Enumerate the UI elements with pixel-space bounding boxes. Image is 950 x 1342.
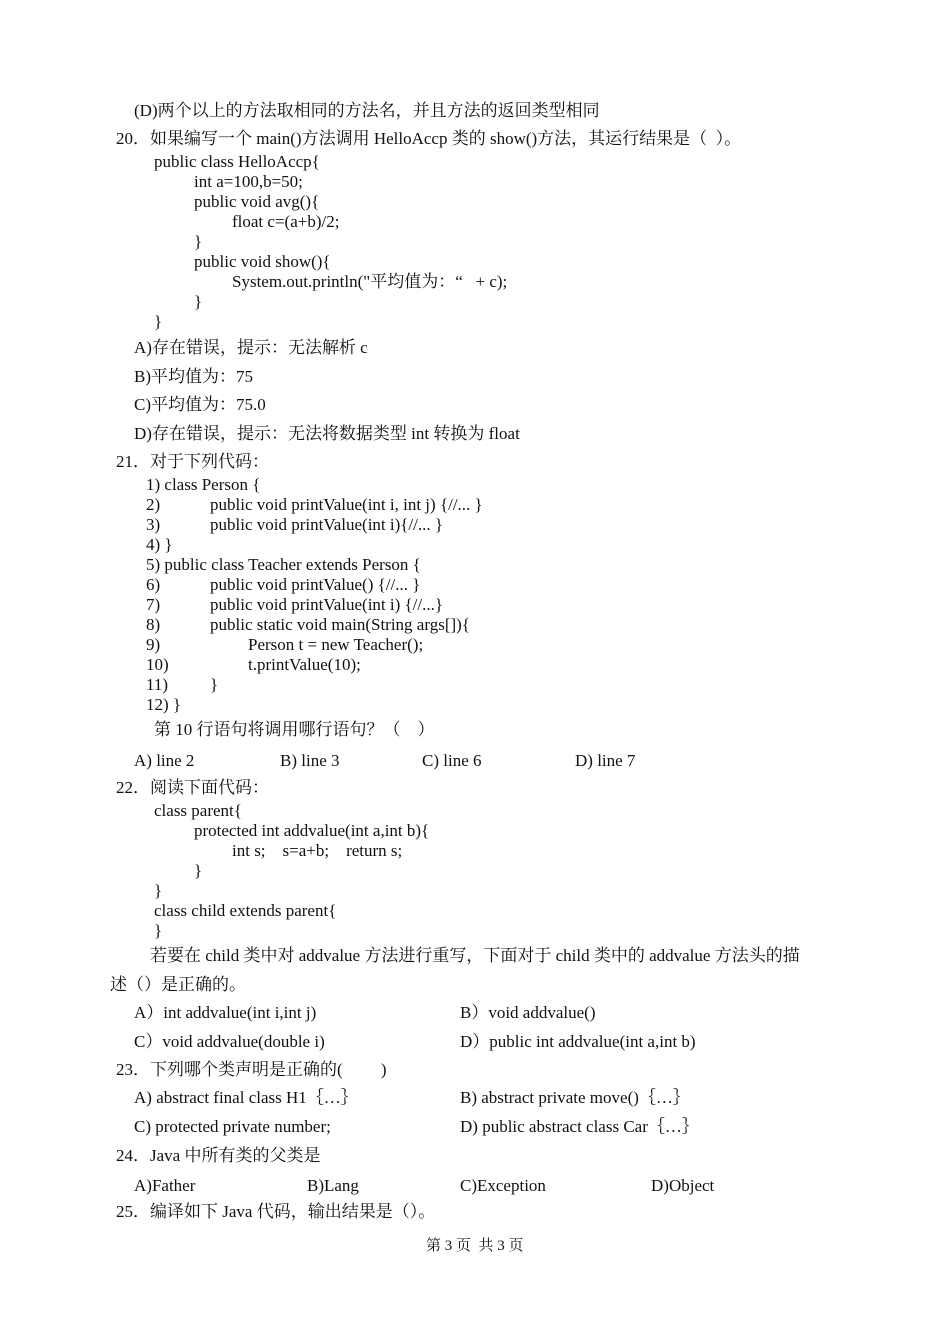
text-line: } — [194, 292, 203, 311]
text-line: } — [154, 881, 163, 900]
text-line: 22．阅读下面代码： — [116, 778, 269, 797]
text-line: 10) — [146, 655, 169, 674]
text-line: public void printValue(int i){//... } — [210, 515, 444, 534]
text-line: } — [210, 675, 219, 694]
text-line: D)Object — [651, 1176, 715, 1195]
text-line: 若要在 child 类中对 addvalue 方法进行重写，下面对于 child 类中的 addvalue 方法头的描 — [150, 946, 800, 965]
text-line: 24．Java 中所有类的父类是 — [116, 1146, 321, 1165]
text-line: } — [194, 861, 203, 880]
text-line: public void printValue(int i) {//...} — [210, 595, 444, 614]
text-line: A）int addvalue(int i,int j) — [134, 1003, 317, 1022]
text-line: class child extends parent{ — [154, 901, 337, 920]
text-line: B)平均值为：75 — [134, 367, 253, 386]
text-line: float c=(a+b)/2; — [232, 212, 340, 231]
text-line: class parent{ — [154, 801, 242, 820]
text-line: public class HelloAccp{ — [154, 152, 320, 171]
text-line: D) line 7 — [575, 751, 636, 770]
text-line: D)存在错误，提示：无法将数据类型 int 转换为 float — [134, 424, 520, 443]
text-line: 25．编译如下 Java 代码，输出结果是（）。 — [116, 1202, 436, 1221]
text-line: 4) } — [146, 535, 173, 554]
text-line: C)平均值为：75.0 — [134, 395, 266, 414]
text-line: System.out.println("平均值为：“ + c); — [232, 272, 508, 291]
text-line: B) abstract private move()｛…｝ — [460, 1088, 690, 1107]
text-line: D）public int addvalue(int a,int b) — [460, 1032, 696, 1051]
text-line: Person t = new Teacher(); — [248, 635, 424, 654]
text-line: public static void main(String args[]){ — [210, 615, 470, 634]
text-line: int s; s=a+b; return s; — [232, 841, 403, 860]
text-line: B)Lang — [307, 1176, 359, 1195]
text-line: 12) } — [146, 695, 182, 714]
text-line: A)存在错误，提示：无法解析 c — [134, 338, 368, 357]
text-line: C）void addvalue(double i) — [134, 1032, 325, 1051]
text-line: 述（）是正确的。 — [110, 975, 246, 994]
text-line: 6) — [146, 575, 161, 594]
text-line: A) line 2 — [134, 751, 195, 770]
text-line: 5) public class Teacher extends Person { — [146, 555, 421, 574]
text-line: A) abstract final class H1｛…｝ — [134, 1088, 358, 1107]
text-line: int a=100,b=50; — [194, 172, 303, 191]
text-line: C) protected private number; — [134, 1117, 331, 1136]
text-line: public void printValue() {//... } — [210, 575, 421, 594]
text-line: t.printValue(10); — [248, 655, 361, 674]
text-line: } — [194, 232, 203, 251]
text-line: 23．下列哪个类声明是正确的( ) — [116, 1060, 387, 1079]
text-line: } — [154, 312, 163, 331]
text-line: C) line 6 — [422, 751, 482, 770]
text-line: 9) — [146, 635, 161, 654]
text-line: 7) — [146, 595, 161, 614]
text-line: protected int addvalue(int a,int b){ — [194, 821, 430, 840]
text-line: public void show(){ — [194, 252, 331, 271]
page-footer: 第 3 页 共 3 页 — [426, 1238, 524, 1254]
text-line: A)Father — [134, 1176, 196, 1195]
text-line: C)Exception — [460, 1176, 546, 1195]
text-line: B）void addvalue() — [460, 1003, 596, 1022]
text-line: D) public abstract class Car｛…｝ — [460, 1117, 699, 1136]
text-line: } — [154, 921, 163, 940]
text-line: 20．如果编写一个 main()方法调用 HelloAccp 类的 show()方法，其运行结果是（ ）。 — [116, 129, 742, 148]
text-line: (D)两个以上的方法取相同的方法名，并且方法的返回类型相同 — [134, 101, 600, 120]
text-line: 第 10 行语句将调用哪行语句？（ ） — [154, 720, 435, 739]
text-line: 1) class Person { — [146, 475, 261, 494]
text-line: 21．对于下列代码： — [116, 452, 269, 471]
text-line: 8) — [146, 615, 161, 634]
text-line: B) line 3 — [280, 751, 340, 770]
text-line: 2) — [146, 495, 161, 514]
text-line: 3) — [146, 515, 161, 534]
text-line: 11) — [146, 675, 169, 694]
text-line: public void avg(){ — [194, 192, 320, 211]
text-line: public void printValue(int i, int j) {//... } — [210, 495, 483, 514]
